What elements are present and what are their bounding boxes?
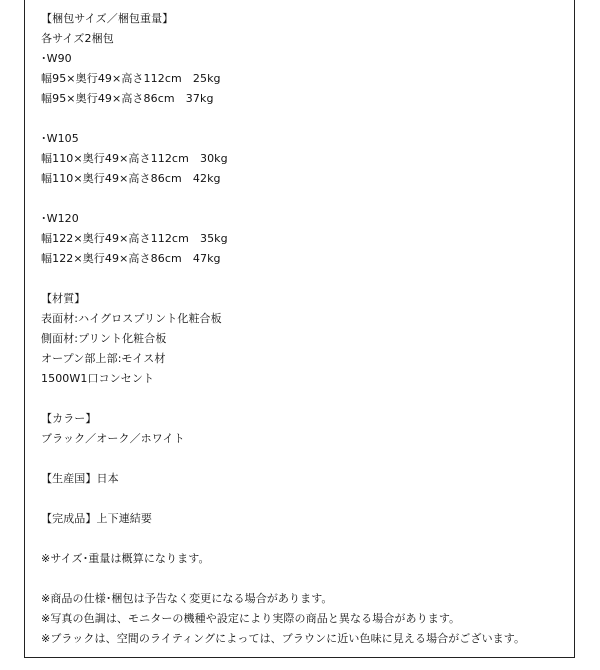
spacer: [41, 449, 571, 469]
w90-upper-dimensions: 幅95×奥行49×高さ112cm 25kg: [41, 72, 221, 85]
country-of-origin: 【生産国】日本: [41, 472, 119, 485]
w90-lower-dimensions: 幅95×奥行49×高さ86cm 37kg: [41, 92, 214, 105]
open-top-material: オープン部上部:モイス材: [41, 352, 166, 365]
spacer: [41, 529, 571, 549]
side-material: 側面材:プリント化粧合板: [41, 332, 167, 345]
size-w105-label: ･W105: [41, 132, 79, 145]
size-w90-label: ･W90: [41, 52, 72, 65]
assembly-section: [41, 509, 571, 529]
w120-upper-dimensions: 幅122×奥行49×高さ112cm 35kg: [41, 232, 228, 245]
material-heading: 【材質】: [41, 292, 86, 305]
photo-color-note: ※写真の色調は、モニターの機種や設定により実際の商品と異なる場合があります。: [41, 612, 461, 625]
spacer: [41, 189, 571, 209]
spacer: [41, 569, 571, 589]
w105-upper-dimensions: 幅110×奥行49×高さ112cm 30kg: [41, 152, 228, 165]
estimate-note: ※サイズ･重量は概算になります。: [41, 552, 210, 565]
material-section: [41, 289, 571, 389]
black-color-note: ※ブラックは、空間のライティングによっては、ブラウンに近い色味に見える場合がございます。: [41, 632, 526, 645]
color-options: ブラック／オーク／ホワイト: [41, 432, 185, 445]
spacer: [41, 489, 571, 509]
color-heading: 【カラー】: [41, 412, 97, 425]
packaging-count: 各サイズ2梱包: [41, 32, 114, 45]
assembly-note: 【完成品】上下連結要: [41, 512, 152, 525]
surface-material: 表面材:ハイグロスプリント化粧合板: [41, 312, 222, 325]
spacer: [41, 269, 571, 289]
packaging-heading: 【梱包サイズ／梱包重量】: [41, 12, 174, 25]
spacer: [41, 389, 571, 409]
w105-section: [41, 129, 571, 189]
color-section: [41, 409, 571, 449]
w120-section: [41, 209, 571, 269]
spacer: [41, 109, 571, 129]
packaging-section: [41, 9, 571, 109]
outlet-spec: 1500W1口コンセント: [41, 372, 155, 385]
estimate-section: [41, 549, 571, 569]
spec-change-note: ※商品の仕様･梱包は予告なく変更になる場合があります。: [41, 592, 333, 605]
w120-lower-dimensions: 幅122×奥行49×高さ86cm 47kg: [41, 252, 221, 265]
origin-section: [41, 469, 571, 489]
w105-lower-dimensions: 幅110×奥行49×高さ86cm 42kg: [41, 172, 221, 185]
spec-content: [41, 9, 571, 649]
size-w120-label: ･W120: [41, 212, 79, 225]
notes-section: [41, 589, 571, 649]
